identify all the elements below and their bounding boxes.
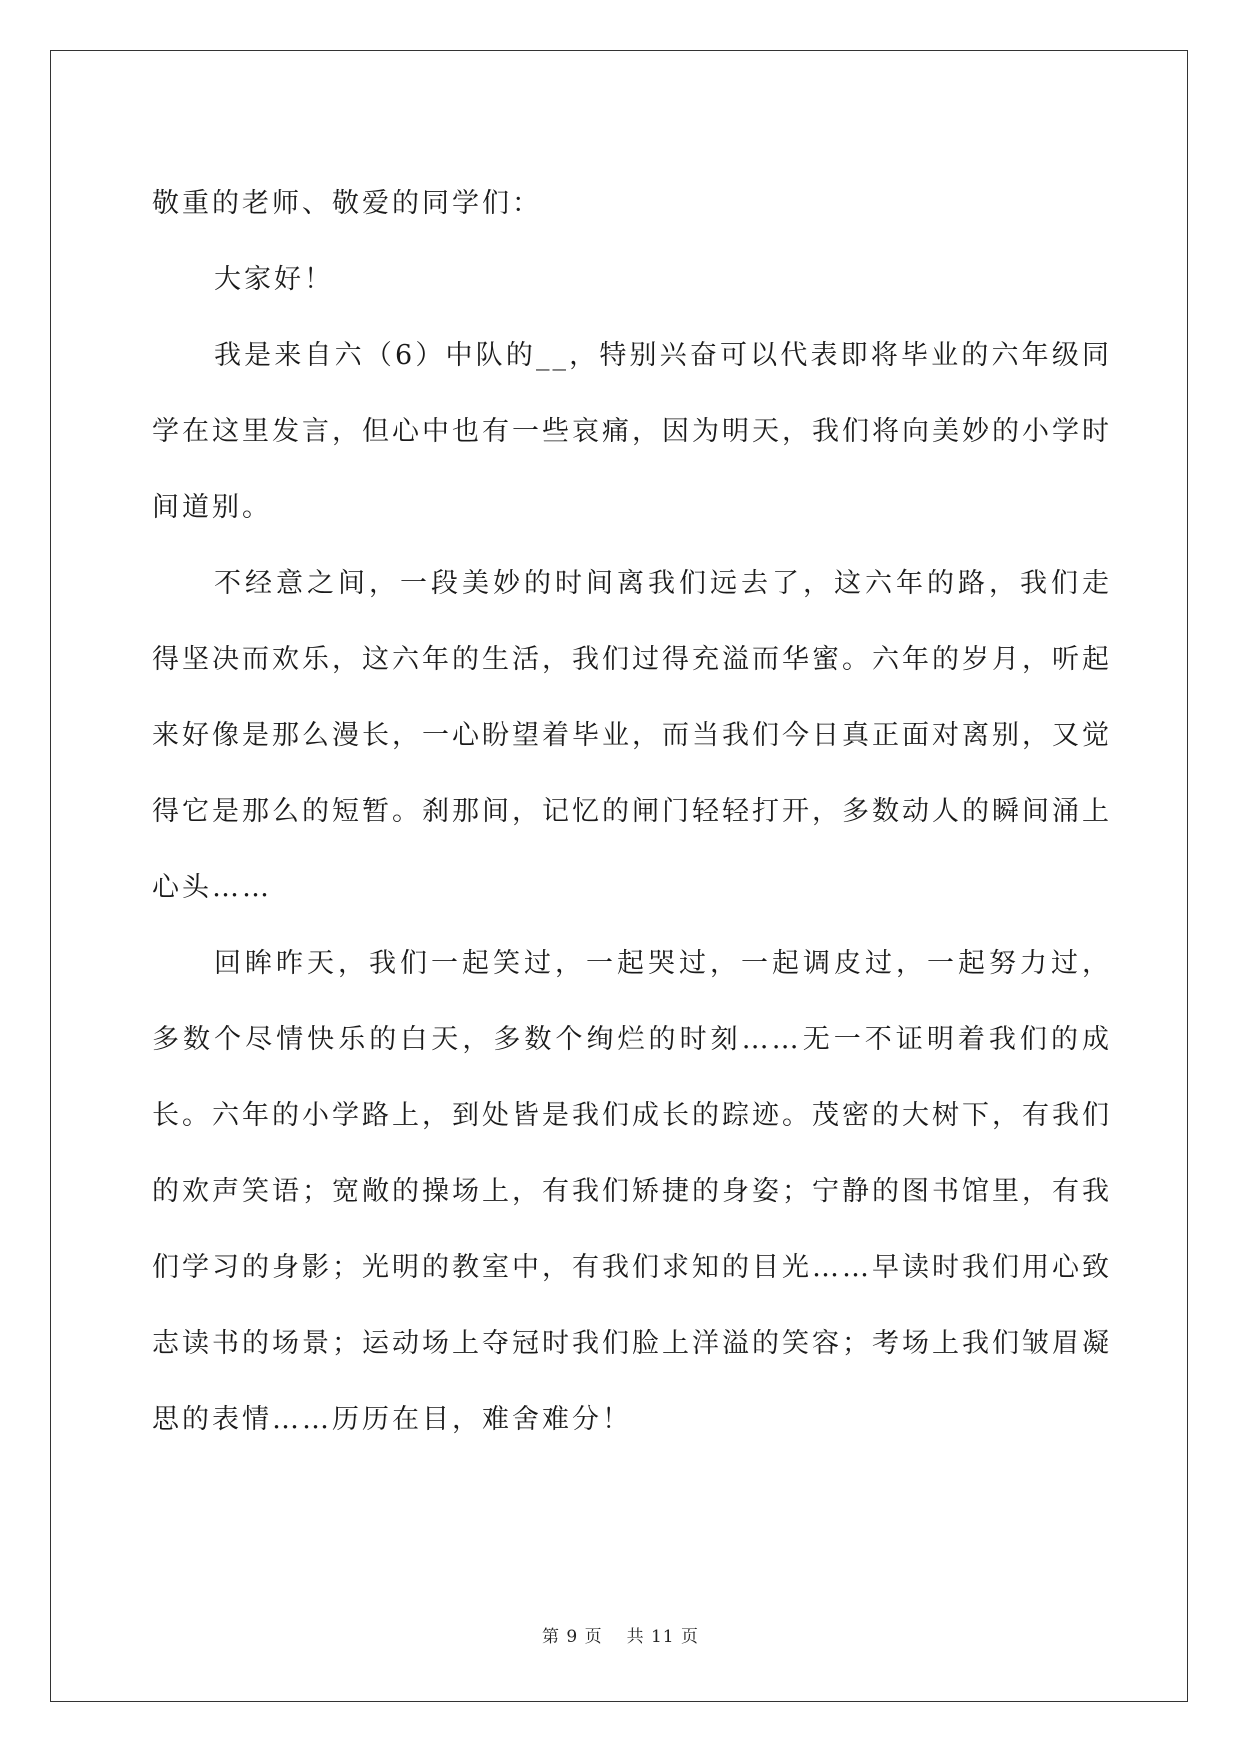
current-page-number: 第 9 页 <box>541 1627 603 1647</box>
paragraph-reflection: 不经意之间，一段美妙的时间离我们远去了，这六年的路，我们走得坚决而欢乐，这六年的生活，我们过得充溢而华蜜。六年的岁月，听起来好像是那么漫长，一心盼望着毕业，而当我们今日真正面对离别，又觉得它是那么的短暂。刹那间，记忆的闸门轻轻打开，多数动人的瞬间涌上心头…… <box>152 568 1112 903</box>
page-footer <box>0 1622 1241 1647</box>
paragraph-introduction: 我是来自六（6）中队的__，特别兴奋可以代表即将毕业的六年级同学在这里发言，但心中也有一些哀痛，因为明天，我们将向美妙的小学时间道别。 <box>152 340 1112 523</box>
paragraph-greeting: 大家好！ <box>214 264 334 295</box>
salutation: 敬重的老师、敬爱的同学们： <box>152 188 542 219</box>
total-page-count: 共 11 页 <box>626 1627 700 1647</box>
document-body <box>152 166 1112 1458</box>
paragraph-memories: 回眸昨天，我们一起笑过，一起哭过，一起调皮过，一起努力过，多数个尽情快乐的白天，多数个绚烂的时刻……无一不证明着我们的成长。六年的小学路上，到处皆是我们成长的踪迹。茂密的大树下，有我们的欢声笑语；宽敞的操场上，有我们矫捷的身姿；宁静的图书馆里，有我们学习的身影；光明的教室中，有我们求知的目光……早读时我们用心致志读书的场景；运动场上夺冠时我们脸上洋溢的笑容；考场上我们皱眉凝思的表情……历历在目，难舍难分！ <box>152 948 1112 1435</box>
